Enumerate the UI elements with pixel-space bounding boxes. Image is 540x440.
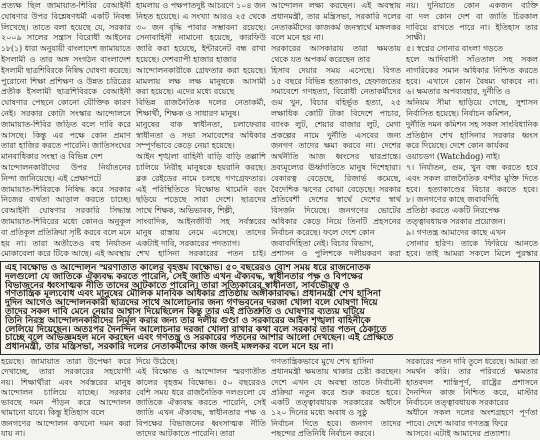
- body-text-line: নির্বাচনে তত্ত্বাবধায়ক সরকারের: [406, 398, 509, 408]
- body-text-line: যায় না।: [1, 429, 26, 439]
- body-text-line: সাথে শিক্ষক, অভিভাবক, শিল্পী,: [136, 206, 235, 216]
- body-text-line: ঘোষণার পেছনে কোনো যৌক্তিক কারণ: [1, 98, 131, 108]
- body-text-line: মামলায় লক্ষ লক্ষ মানুষকে আসামী: [136, 76, 266, 86]
- body-text-line: পাবে। দেশে আবার গণতন্ত্র ফিরে: [406, 418, 508, 428]
- body-text-line: বেশি সময় ধরে রাজনৈতিক দলগুলো যে: [136, 387, 266, 397]
- body-text-line: হয়েছে। জামায়াত তারা উপেক্ষা করে: [1, 357, 131, 366]
- body-text-line: প্রকল্পের নামে দুর্নীতি এসবের জন্য: [271, 130, 401, 140]
- body-text-line: আন্দোলন লক্ষ্য করছেন। এই অবস্থায়: [271, 1, 401, 10]
- body-text-line: আসবে। এটাই আমাদের প্রত্যাশা।: [406, 429, 511, 439]
- pull-quote-box: [0, 261, 540, 355]
- body-text-line: হয়েছে। দেশব্যাপী হাজার হাজার: [136, 54, 237, 64]
- body-text-line: দেখাচ্ছে, তারা সরকারের সহযোগী: [1, 367, 131, 377]
- body-text-line: জামায়াত-শিবির জড়িত বলে দাবি করে: [1, 119, 131, 129]
- body-text-line: আইন শৃঙ্খলা বাহিনী বাড়ি বাড়ি তল্লাশি: [136, 152, 266, 162]
- body-text-line: ইসলামী ও তার অঙ্গ সংগঠন বাংলাদেশ: [1, 54, 131, 64]
- body-text-line: জনগণের আন্দোলন কখনো দমন করা: [1, 418, 131, 428]
- body-text-line: আন্দোলনকারীকে গ্রেফতার করা হয়েছে।: [136, 65, 266, 75]
- body-text-line: নয়। দুনিয়াতে কোন একজন ব্যক্তি: [406, 1, 538, 10]
- body-text-line: হবে। হত্যাকাণ্ডের বিচার করতে হবে।: [406, 184, 538, 194]
- body-text-line: নাগরিকের সমান অধিকার নিশ্চিত করতে: [406, 65, 538, 75]
- body-text-line: প্রতিষ্ঠান শেখ হাসিনার সরকার ধ্বংস: [406, 130, 538, 140]
- body-text-line: প্রক্রিয়া নতুন করে শুরু করতে হবে।: [271, 387, 401, 397]
- body-text-line: আসছে। কিন্তু এর পক্ষে কোন প্রমাণ: [1, 130, 131, 140]
- body-text-line: হয় না। তারা অতীতেও বহু নির্যাতন: [1, 238, 131, 248]
- top-column-4: [406, 1, 538, 261]
- pull-quote-line: এই বিক্ষোভ ও আন্দোলন স্মরণাতীত কালের বৃহত্তম বিক্ষোভ। ৫০ বছরেরও বেশি সময় ধরে রাজনৈতিক: [5, 264, 371, 273]
- pull-quote-line: দলগুলো যে জাতিকে ঐক্যবদ্ধ করতে পারেনি, সেই জাতি এখন ঐক্যবদ্ধ, স্বাধীনতার পক্ষ ও বিপক্ষের: [5, 271, 363, 282]
- body-text-line: ৫। স্বপ্নের সোনার বাংলা গড়তে: [406, 44, 503, 54]
- body-text-line: বিসর্জন দিয়েছে। জনগণের ভোটের: [271, 206, 401, 216]
- body-text-line: ওয়াচডগ (Watchdog) নাই।: [406, 152, 501, 162]
- pull-quote-line: দুদিন আগেও আন্দোলনকারী ছাত্রদের সাথে আলোচনার জন্য গণভবনের দরজা খোলা বলে ঘোষণা দিয়ে: [5, 298, 378, 309]
- body-text-line: জনগণ তাদের ক্ষমা করবে না। দেশের: [271, 141, 401, 151]
- body-text-line: প্রত্যক্ষ ছিল জামায়াত-শিবির বেআইনী: [1, 1, 131, 10]
- body-text-line: প্রধানমন্ত্রী ক্ষমতায় থাকার চেষ্টা করছেন।: [271, 367, 401, 377]
- body-text-line: একটাই দাবি, সরকারের পদত্যাগ।: [136, 238, 240, 248]
- body-text-line: ৬। ক্ষমতার অপব্যবহার, দুর্নীতি ও: [406, 87, 511, 97]
- body-text-line: নির্বাচন করেছে। ফলে দেশে কোন: [271, 227, 375, 237]
- body-text-line: জবাবদিহিতা নেই। বিচার বিভাগ,: [271, 238, 374, 248]
- body-text-line: জাতি এখন ঐক্যবদ্ধ, স্বাধীনতার পক্ষ ও: [136, 408, 266, 418]
- body-text-line: প্রতিবেশী দেশের স্বার্থে দেশের স্বার্থ: [271, 195, 401, 205]
- body-text-line: নির্বাচন দিতে হবে। জনগণ তাদের: [271, 418, 401, 428]
- body-text-line: তত্ত্বাবধায়ক সরকার প্রয়োজন।: [406, 216, 506, 226]
- top-column-1: [1, 1, 131, 261]
- pull-quote-line: বিভাজনের ধ্বংসাত্মক নীতি তাদের আটকাতে পারেনি। তারা সত্যিকারের স্বাধীনতা, সার্বভৌমত্ব ও: [5, 280, 350, 291]
- body-text-line: মোকাবেলা করে টিকে আছে। এই অবস্থায়: [1, 249, 131, 259]
- body-text-line: ৭। নির্যাতন, গুম, খুন বন্ধ করতে হবে: [406, 162, 538, 172]
- body-text-line: থেকে যত অপকর্ম করেছেন তার: [271, 54, 371, 64]
- pull-quote-line: তাদের সকল দাবি মেনে নেয়ার আশ্বাস দিয়েছিলেন কিন্তু তার এই প্রতিশ্রুতি ও ঘোষণার ব্যত্যয় ঘটিয়ে: [5, 306, 365, 317]
- body-text-line: দেশে এখন যে অবস্থা তাতে নির্বাচনী: [271, 377, 401, 387]
- body-text-line: ৩০ জন বৃদ্ধি পাবার সম্ভাবনা রয়েছে।: [136, 22, 266, 32]
- pull-quote-text: [5, 264, 535, 352]
- body-text-line: ৮। জনগণের কাছে জবাবদিহি: [406, 195, 499, 205]
- pull-quote-line: প্রধানমন্ত্রী, তার মন্ত্রিসভা, সরকারি দলের নেতাকর্মীদের কাজ জনই মঙ্গলকর বলে মনে হয় না।: [5, 342, 334, 352]
- body-text-line: এই পরিস্থিতিতে বিক্ষোভ থামেনি বরং: [136, 184, 266, 194]
- body-text-line: আন্দোলনকারীদের উপর নির্যাতনের: [1, 162, 131, 172]
- body-text-line: অর্থনীতি আজ ধ্বংসের দ্বারপ্রান্তে।: [271, 152, 401, 162]
- body-text-line: বা দল কোন দেশ বা জাতি চিরকাল: [406, 11, 538, 21]
- pull-quote-line: চাচ্ছে বলে অভিজ্ঞমহল মনে করছেন এবং গণতন্ত্র ও সরকারের পতনের আশার আলো দেখছেন। এই প্রেক্ষিতে: [5, 333, 394, 344]
- pull-quote-line: তিনি নিরস্ত্র আন্দোলনকারীদের নির্মূল করার জন্য তার দলীয় গুণ্ডা ও সরকারের আইন শৃঙ্খলা বাহিনীকে: [5, 315, 371, 326]
- body-text-line: জামায়াত-শিবিরের মধ্যে কোনও অনুকূল: [1, 216, 131, 226]
- body-text-line: নিহত হয়েছে। এ সংখ্যা আরও ২৫ থেকে: [136, 11, 266, 21]
- body-text-line: এবং সকল রাজনৈতিক বন্দীর মুক্তি দিতে: [406, 173, 538, 183]
- body-text-line: ১৫ বছরে বিভিন্ন হত্যাকাণ্ড, হেফাজতের: [271, 76, 401, 86]
- body-text-line: এই বিক্ষোভ ও আন্দোলন স্মরণাতীত: [136, 367, 266, 377]
- body-text-line: ব্যাংক লুট, শেয়ার বাজার লুট, মেগা: [271, 119, 401, 129]
- body-text-line: সমর্থন করি। তার পরিবর্তে ক্ষমতার: [406, 367, 538, 377]
- body-text-line: সরকারের আসকারায় তারা ক্ষমতায়: [271, 44, 401, 54]
- body-text-line: একটি তত্ত্বাবধায়ক সরকারের অধীনে: [271, 398, 401, 408]
- body-text-line: হবে। তাই আমরা সকলে মিলে পুরস্কার: [406, 249, 538, 259]
- body-text-line: সোনার হরিণ। তাকে ফিরিয়ে আনতে: [406, 238, 538, 248]
- body-text-line: শেখ হাসিনা সরকারের পতন চাই।: [136, 249, 266, 259]
- body-text-line: সমাবেশে গণহত্যা, বিরোধী নেতাকর্মীদের: [271, 87, 401, 97]
- body-text-line: গণতান্ত্রিকভাবে মুখে শেখ হাসিনা: [271, 357, 374, 366]
- body-text-line: প্রধানমন্ত্রী, তার মন্ত্রিসভা, সরকারি দলের: [271, 11, 401, 21]
- top-column-2: [136, 1, 266, 261]
- body-text-line: ২০০৯ সালের সন্ত্রাস বিরোধী আইনের: [1, 33, 131, 43]
- body-text-line: বৈদেশিক ঋণের বোঝা বেড়েছে। সরকার: [271, 184, 401, 194]
- body-text-line: প্রশাসন ও পুলিশকে দলীয়করণ করা: [271, 249, 401, 259]
- pull-quote-line: লেলিয়ে দিয়েছেন। অতঃপর দৈনন্দিন আলোচনার দরজা খোলা রাখার কথা বলে সরকার তার পতন ঠেকাতে: [5, 324, 387, 335]
- body-text-line: দিয়ে উঠেছে।: [136, 357, 178, 366]
- body-text-line: ইসলামী ছাত্রশিবিরকে নিষিদ্ধ ঘোষণা করেছে।: [1, 65, 131, 75]
- body-text-line: প্রতিষ্ঠা করতে একটি নিরপেক্ষ: [406, 206, 500, 216]
- body-text-line: দুর্নীতি দমন কমিশন সহ সকল সাংবিধানিক: [406, 119, 538, 129]
- body-text-line: পুরোনো শিক্ষা প্রশিক্ষণ ও উন্নত চরিত্রের: [1, 76, 131, 86]
- pull-quote-line: গণতান্ত্রিক মূল্যবোধ এবং মানুষের মৌলিক মানবিক অধিকার প্রতিষ্ঠায় অঙ্গীকারাবদ্ধ। প্রধানমন্ত্রী শেখ হাসিনা: [5, 289, 381, 300]
- body-text-line: ১৮(১) ধারা অনুযায়ী বাংলাদেশ জামায়াতে: [1, 44, 131, 54]
- body-text-line: করে দিয়েছে। দেশে কোন কার্যকর: [406, 141, 509, 151]
- body-text-line: হিসাব দেয়ার সময় এসেছে। বিগত: [271, 65, 401, 75]
- body-text-line: দাবিয়ে রাখতে পারে না। ইতিহাস তার: [406, 22, 538, 32]
- body-text-line: সম্পূর্ণভাবে কেড়ে নেয়া হয়েছে।: [136, 141, 235, 151]
- body-text-line: আন্দোলন চালিয়ে যাচ্ছে। সরকার: [1, 387, 131, 397]
- body-text-line: থামানো যাবে। কিন্তু ইতিহাস বলে: [1, 408, 105, 418]
- body-text-line: অধীনে সকল দলের অংশগ্রহণে পূর্ণতা: [406, 408, 538, 418]
- body-text-line: দৈনন্দিন কাজ নিশ্চিত করে, মাস্টার: [406, 387, 538, 397]
- body-text-line: জারি করা হয়েছে, ইন্টারনেট বন্ধ রাখা: [136, 44, 266, 54]
- body-text-line: সেনাবাহিনী নামানো হয়েছে, কারফিউ: [136, 33, 266, 43]
- body-text-line: অনিয়ম সীমা ছাড়িয়ে গেছে, সুশাসন: [406, 98, 538, 108]
- body-text-line: বেকারত্ব বেড়েছে, রিজার্ভ কমেছে,: [271, 173, 401, 183]
- body-text-line: হবে। এখানে কোন বৈষম্য থাকবে না।: [406, 76, 538, 86]
- bottom-column-1: [1, 357, 131, 440]
- article-bottom-section: [0, 357, 540, 440]
- body-text-line: গুম খুন, বিচার বহির্ভূত হত্যা, ২৫: [271, 98, 401, 108]
- body-text-line: বা প্রতিকূল প্রতিক্রিয়া সৃষ্টি করবে বলে মনে: [1, 227, 131, 237]
- body-text-line: হাতবদল শান্তিপূর্ণ, রাষ্ট্রের প্রশাসনে: [406, 377, 538, 387]
- body-text-line: তারা হাজির করতে পারেনি। জাতিসংঘের: [1, 141, 131, 151]
- body-text-line: নিজের ব্যর্থতা আড়াল করতে চাচ্ছে।: [1, 195, 131, 205]
- body-text-line: মানবাধিকার সংস্থা ও বিভিন্ন দেশ: [1, 152, 103, 162]
- body-text-line: পছন্দের প্রতিনিধি নির্বাচন করবে।: [271, 429, 375, 439]
- body-text-line: ভাবছে দমন পীড়ন করে আন্দোলন: [1, 398, 131, 408]
- body-text-line: বলে মনে হয় না।: [271, 33, 324, 43]
- body-text-line: কালের বৃহত্তম বিক্ষোভ। ৫০ বছরেরও: [136, 377, 266, 387]
- bottom-column-3: [271, 357, 401, 440]
- body-text-line: প্রতীক ইসলামী ছাত্রশিবিরকে বেআইনী: [1, 87, 131, 97]
- body-text-line: অধিকার কেড়ে নিয়ে তিনটি প্রহসনের: [271, 216, 401, 226]
- body-text-line: শিক্ষার্থী, শিক্ষক ও সাধারণ মানুষ।: [136, 108, 240, 118]
- body-text-line: চালিয়ে নিরীহ মানুষকে হয়রানি করছে।: [136, 162, 266, 172]
- body-text-line: লক্ষাধিক কোটি টাকা বিদেশে পাচার,: [271, 108, 401, 118]
- body-text-line: নির্বাসিত হয়েছে। নির্বাচন কমিশন,: [406, 108, 512, 118]
- body-text-line: লিখেছে। তাতে বলা হয়েছে যে, সরকার: [1, 22, 131, 32]
- body-text-line: সরকারের পতন দাবি তুলে ধরেছে। আমরা তা: [406, 357, 538, 366]
- bottom-column-2: [136, 357, 266, 440]
- article-top-section: [0, 1, 540, 261]
- body-text-line: নয়। শিক্ষার্থীরা এবং সর্বস্তরের মানুষ: [1, 377, 131, 387]
- body-text-line: বিভিন্ন রাজনৈতিক দলের নেতাকর্মী,: [136, 98, 266, 108]
- body-text-line: সাক্ষী।: [406, 33, 426, 43]
- body-text-line: নিন্দা জানিয়েছে। এই প্রেক্ষাপটে: [1, 173, 102, 183]
- body-text-line: বেআইনী ঘোষণার সরকারি সিদ্ধান্ত: [1, 206, 131, 216]
- body-text-line: বিপক্ষের বিভাজনের ধ্বংসাত্মক নীতি: [136, 418, 266, 428]
- body-text-line: নেই। সরকার কোটা সংস্কার আন্দোলনে: [1, 108, 131, 118]
- body-text-line: ছড়িয়ে পড়েছে সারা দেশে। ছাত্রদের: [136, 195, 266, 205]
- body-text-line: মানুষ রাস্তায় নেমে এসেছে। তাদের: [136, 227, 266, 237]
- body-text-line: ৯। গণতন্ত্র আমাদের কাছে এখন: [406, 227, 506, 237]
- body-text-line: জাতিকে ঐক্যবদ্ধ করতে পারেনি, সেই: [136, 398, 266, 408]
- body-text-line: হামলায় ও পক্ষপাতদুষ্ট আচরণে ১০৪ জন: [136, 1, 266, 10]
- body-text-line: ১২০ দিনের মধ্যে অবাধ ও সুষ্ঠু: [271, 408, 368, 418]
- body-text-line: স্বাধীনতা ও সভা সমাবেশের অধিকার: [136, 130, 266, 140]
- bottom-column-4: [406, 357, 538, 440]
- body-text-line: জামায়াত-শিবিরকে নিষিদ্ধ করে সরকার: [1, 184, 131, 194]
- body-text-line: তাদের আটকাতে পারেনি। তারা: [136, 429, 235, 439]
- body-text-line: নেতাকর্মীদের কাজকর্ম জনস্বার্থে মঙ্গলকর: [271, 22, 401, 32]
- body-text-line: সাংবাদিক, আইনজীবী সহ সর্বস্তরের: [136, 216, 266, 226]
- top-column-3: [271, 1, 401, 261]
- body-text-line: ব্লক রেইডের নামে চলছে গণগ্রেফতার।: [136, 173, 266, 183]
- body-text-line: দ্রব্যমূল্যের ঊর্ধ্বগতিতে মানুষ দিশেহারা।: [271, 162, 401, 172]
- body-text-line: মানুষের বাক স্বাধীনতা, চলাফেরার: [136, 119, 266, 129]
- body-text-line: হলে আদিবাসী সাঁওতাল সহ সকল: [406, 54, 538, 64]
- body-text-line: করা হয়েছে। এদের মধ্যে রয়েছে: [136, 87, 235, 97]
- body-text-line: ঘোষণার উপর বিশ্লেষণধর্মী একটি নিবন্ধ: [1, 11, 131, 21]
